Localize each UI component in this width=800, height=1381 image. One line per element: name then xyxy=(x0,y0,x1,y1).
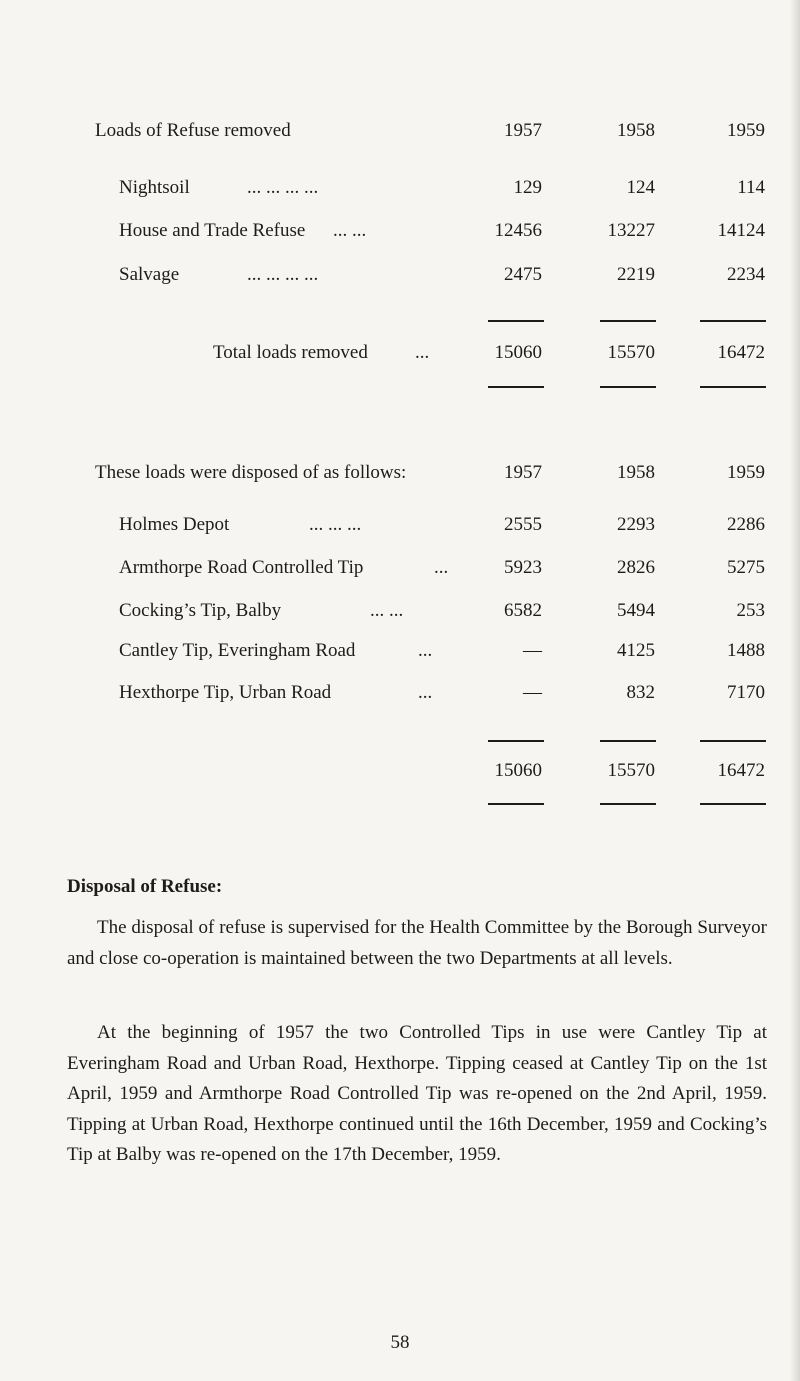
year-1957: 1957 xyxy=(504,462,542,483)
value-1958: 2293 xyxy=(617,514,655,535)
total-1958: 15570 xyxy=(607,760,655,781)
value-1959: 114 xyxy=(737,177,765,198)
total-1959: 16472 xyxy=(717,760,765,781)
value-1957: — xyxy=(523,682,542,703)
value-1957: 12456 xyxy=(494,220,542,241)
leader-dots: ... ... xyxy=(370,600,404,621)
total-1957: 15060 xyxy=(494,342,542,363)
table-row xyxy=(0,553,800,583)
table-row xyxy=(0,260,800,290)
total-label: Total loads removed xyxy=(213,342,368,363)
value-1957: 5923 xyxy=(504,557,542,578)
rule-line xyxy=(700,803,766,805)
value-1957: 6582 xyxy=(504,600,542,621)
year-1957: 1957 xyxy=(504,120,542,141)
paragraph: At the beginning of 1957 the two Controlled Tips in use were Cantley Tip at Everingham Road and Urban Road, Hexthorpe. Tipping ceased at Cantley Tip on the 1st April, 1959 and Armthorpe Road Controlled Tip was re-opened on the 2nd April, 1959. Tipping at Urban Road, Hexthorpe continued until the 16th December, 1959 and Cocking’s Tip at Balby was re-opened on the 17th December, 1959. xyxy=(67,1022,767,1165)
paragraph: The disposal of refuse is supervised for the Health Committee by the Borough Surveyor and close co-operation is maintained between the two Departments at all levels. xyxy=(67,917,767,969)
loads-table-header xyxy=(0,116,800,146)
value-1959: 14124 xyxy=(717,220,765,241)
rule-line xyxy=(700,740,766,742)
total-1958: 15570 xyxy=(607,342,655,363)
year-1958: 1958 xyxy=(617,462,655,483)
row-label: Armthorpe Road Controlled Tip xyxy=(119,557,364,578)
table-row xyxy=(0,173,800,203)
table-row xyxy=(0,636,800,666)
leader-dots: ... xyxy=(418,640,433,661)
row-label: Salvage xyxy=(119,264,180,285)
value-1959: 2286 xyxy=(727,514,765,535)
rule-line xyxy=(600,320,656,322)
value-1958: 4125 xyxy=(617,640,655,661)
value-1958: 5494 xyxy=(617,600,655,621)
total-row xyxy=(0,338,800,368)
disposal-table-header xyxy=(0,458,800,488)
leader-dots: ... xyxy=(415,342,430,363)
table-row xyxy=(0,216,800,246)
total-row xyxy=(0,756,800,786)
section-heading xyxy=(0,872,800,902)
value-1958: 832 xyxy=(626,682,655,703)
loads-table-heading: Loads of Refuse removed xyxy=(95,120,291,141)
leader-dots: ... xyxy=(434,557,449,578)
rule-line xyxy=(488,386,544,388)
section-heading-text: Disposal of Refuse: xyxy=(67,876,223,897)
leader-dots: ... ... ... xyxy=(309,514,362,535)
table-row xyxy=(0,510,800,540)
rule-line xyxy=(600,803,656,805)
rule-line xyxy=(600,740,656,742)
value-1957: — xyxy=(523,640,542,661)
row-label: Cocking’s Tip, Balby xyxy=(119,600,282,621)
disposal-table-heading: These loads were disposed of as follows: xyxy=(95,462,407,483)
leader-dots: ... ... ... ... xyxy=(247,177,319,198)
total-1959: 16472 xyxy=(717,342,765,363)
leader-dots: ... ... xyxy=(333,220,367,241)
table-row xyxy=(0,678,800,708)
total-1957: 15060 xyxy=(494,760,542,781)
value-1959: 253 xyxy=(736,600,765,621)
value-1958: 124 xyxy=(626,177,655,198)
value-1957: 2475 xyxy=(504,264,542,285)
page-number: 58 xyxy=(390,1332,410,1353)
leader-dots: ... ... ... ... xyxy=(247,264,319,285)
value-1958: 2826 xyxy=(617,557,655,578)
value-1959: 7170 xyxy=(727,682,765,703)
value-1959: 2234 xyxy=(727,264,765,285)
rule-line xyxy=(700,386,766,388)
row-label: Hexthorpe Tip, Urban Road xyxy=(119,682,332,703)
value-1958: 13227 xyxy=(607,220,655,241)
rule-line xyxy=(488,740,544,742)
year-1958: 1958 xyxy=(617,120,655,141)
leader-dots: ... xyxy=(418,682,433,703)
value-1957: 2555 xyxy=(504,514,542,535)
year-1959: 1959 xyxy=(727,462,765,483)
value-1957: 129 xyxy=(513,177,542,198)
rule-line xyxy=(488,320,544,322)
rule-line xyxy=(600,386,656,388)
row-label: House and Trade Refuse xyxy=(119,220,306,241)
row-label: Holmes Depot xyxy=(119,514,230,535)
table-row xyxy=(0,596,800,626)
row-label: Cantley Tip, Everingham Road xyxy=(119,640,356,661)
rule-line xyxy=(488,803,544,805)
year-1959: 1959 xyxy=(727,120,765,141)
rule-line xyxy=(700,320,766,322)
row-label: Nightsoil xyxy=(119,177,190,198)
value-1959: 1488 xyxy=(727,640,765,661)
value-1959: 5275 xyxy=(727,557,765,578)
value-1958: 2219 xyxy=(617,264,655,285)
